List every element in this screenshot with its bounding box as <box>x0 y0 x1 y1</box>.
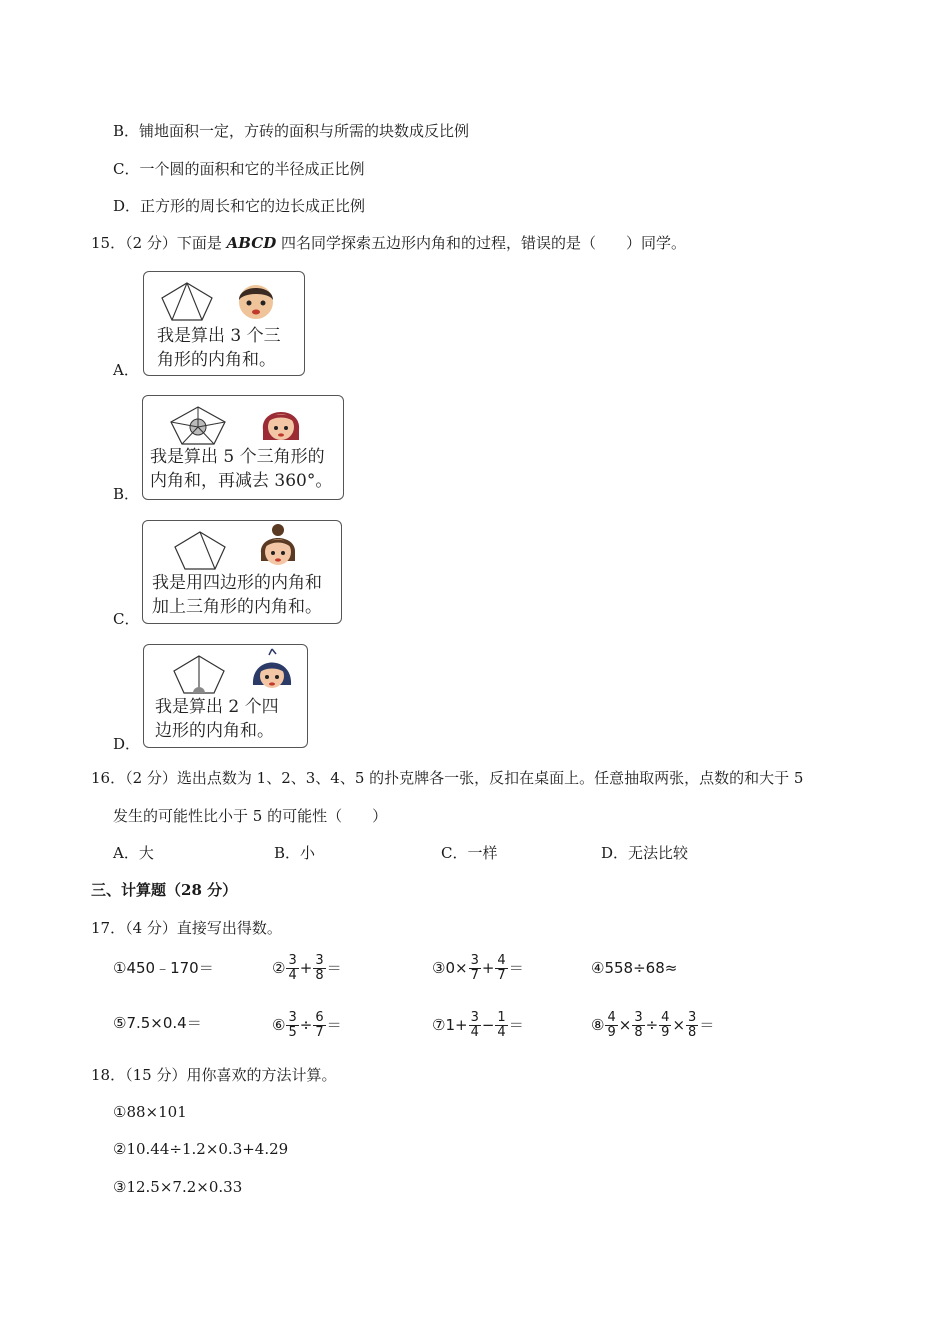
q15-option-c-label: C． <box>113 610 140 628</box>
q17-item-6: ⑥ $\frac{3}{5}$ ÷ $\frac{6}{7}$ ＝ <box>272 1010 342 1040</box>
girl-bun-avatar-icon <box>255 523 301 571</box>
q16-line1: 16．（2 分）选出点数为 1、2、3、4、5 的扑克牌各一张，反扣在桌面上。任意抽取两张，点数的和大于 5 <box>91 769 804 787</box>
q16-option-d: D．无法比较 <box>601 844 689 862</box>
q15-option-c-line2: 加上三角形的内角和。 <box>152 597 322 617</box>
q17-item-5: ⑤7.5×0.4＝ <box>113 1014 202 1032</box>
q15-option-a-label: A． <box>113 361 139 379</box>
q15-option-d-card <box>143 644 308 748</box>
q14-option-d: D．正方形的周长和它的边长成正比例 <box>113 197 366 215</box>
q16-option-b: B．小 <box>274 844 316 862</box>
q15-option-a-line2: 角形的内角和。 <box>157 350 276 370</box>
pentagon-split-icon <box>171 529 229 573</box>
q16-option-c: C．一样 <box>441 844 498 862</box>
q15-option-b-line1: 我是算出 5 个三角形的 <box>150 447 325 467</box>
pentagon-two-quads-icon <box>170 653 228 697</box>
q17-item-4: ④558÷68≈ <box>591 959 678 977</box>
boy-avatar-icon <box>234 278 278 322</box>
q16-option-a: A．大 <box>113 844 154 862</box>
q15-option-a-line1: 我是算出 3 个三 <box>157 326 281 346</box>
q17-item-2: ② $\frac{3}{4}$ + $\frac{3}{8}$ ＝ <box>272 953 342 983</box>
q15-option-d-label: D． <box>113 735 141 753</box>
q17-title: 17．（4 分）直接写出得数。 <box>91 919 282 937</box>
q15-option-b-line2: 内角和，再减去 360°。 <box>150 471 333 491</box>
q15-prefix: 15．（2 分）下面是 <box>91 234 227 252</box>
pentagon-diagram-icon <box>158 280 216 324</box>
q15-question <box>91 233 686 253</box>
q17-item-8: ⑧ $\frac{4}{9}$ × $\frac{3}{8}$ ÷ $\frac{4}{9}$ × $\frac{3}{8}$ ＝ <box>591 1010 715 1040</box>
q17-item-1: ①450﹣170＝ <box>113 959 214 977</box>
q15-option-d-line1: 我是算出 2 个四 <box>155 697 279 717</box>
section-heading: 三、计算题（28 分） <box>91 881 238 899</box>
q18-item-1: ①88×101 <box>113 1103 187 1121</box>
q15-suffix: 四名同学探索五边形内角和的过程，错误的是（ ）同学。 <box>276 234 686 252</box>
q14-option-b: B．铺地面积一定，方砖的面积与所需的块数成反比例 <box>113 122 470 140</box>
q15-option-b-card <box>142 395 344 500</box>
q18-title: 18．（15 分）用你喜欢的方法计算。 <box>91 1066 337 1084</box>
q17-item-7: ⑦1+ $\frac{3}{4}$ − $\frac{1}{4}$ ＝ <box>432 1010 524 1040</box>
q15-italic: ABCD <box>226 234 277 252</box>
q15-option-d-line2: 边形的内角和。 <box>155 721 274 741</box>
q14-option-c: C．一个圆的面积和它的半径成正比例 <box>113 160 365 178</box>
q15-option-a-card <box>143 271 305 376</box>
girl-dark-hair-avatar-icon <box>249 647 295 695</box>
q17-item-3: ③0× $\frac{3}{7}$ + $\frac{4}{7}$ ＝ <box>432 953 524 983</box>
q15-option-b-label: B． <box>113 485 140 503</box>
q15-option-c-line1: 我是用四边形的内角和 <box>152 573 322 593</box>
q16-line2: 发生的可能性比小于 5 的可能性（ ） <box>113 807 388 825</box>
q15-option-c-card <box>142 520 342 624</box>
q18-item-3: ③12.5×7.2×0.33 <box>113 1178 243 1196</box>
q18-item-2: ②10.44÷1.2×0.3+4.29 <box>113 1140 289 1158</box>
girl-red-hair-avatar-icon <box>258 400 304 446</box>
pentagon-center-point-icon <box>167 404 229 448</box>
